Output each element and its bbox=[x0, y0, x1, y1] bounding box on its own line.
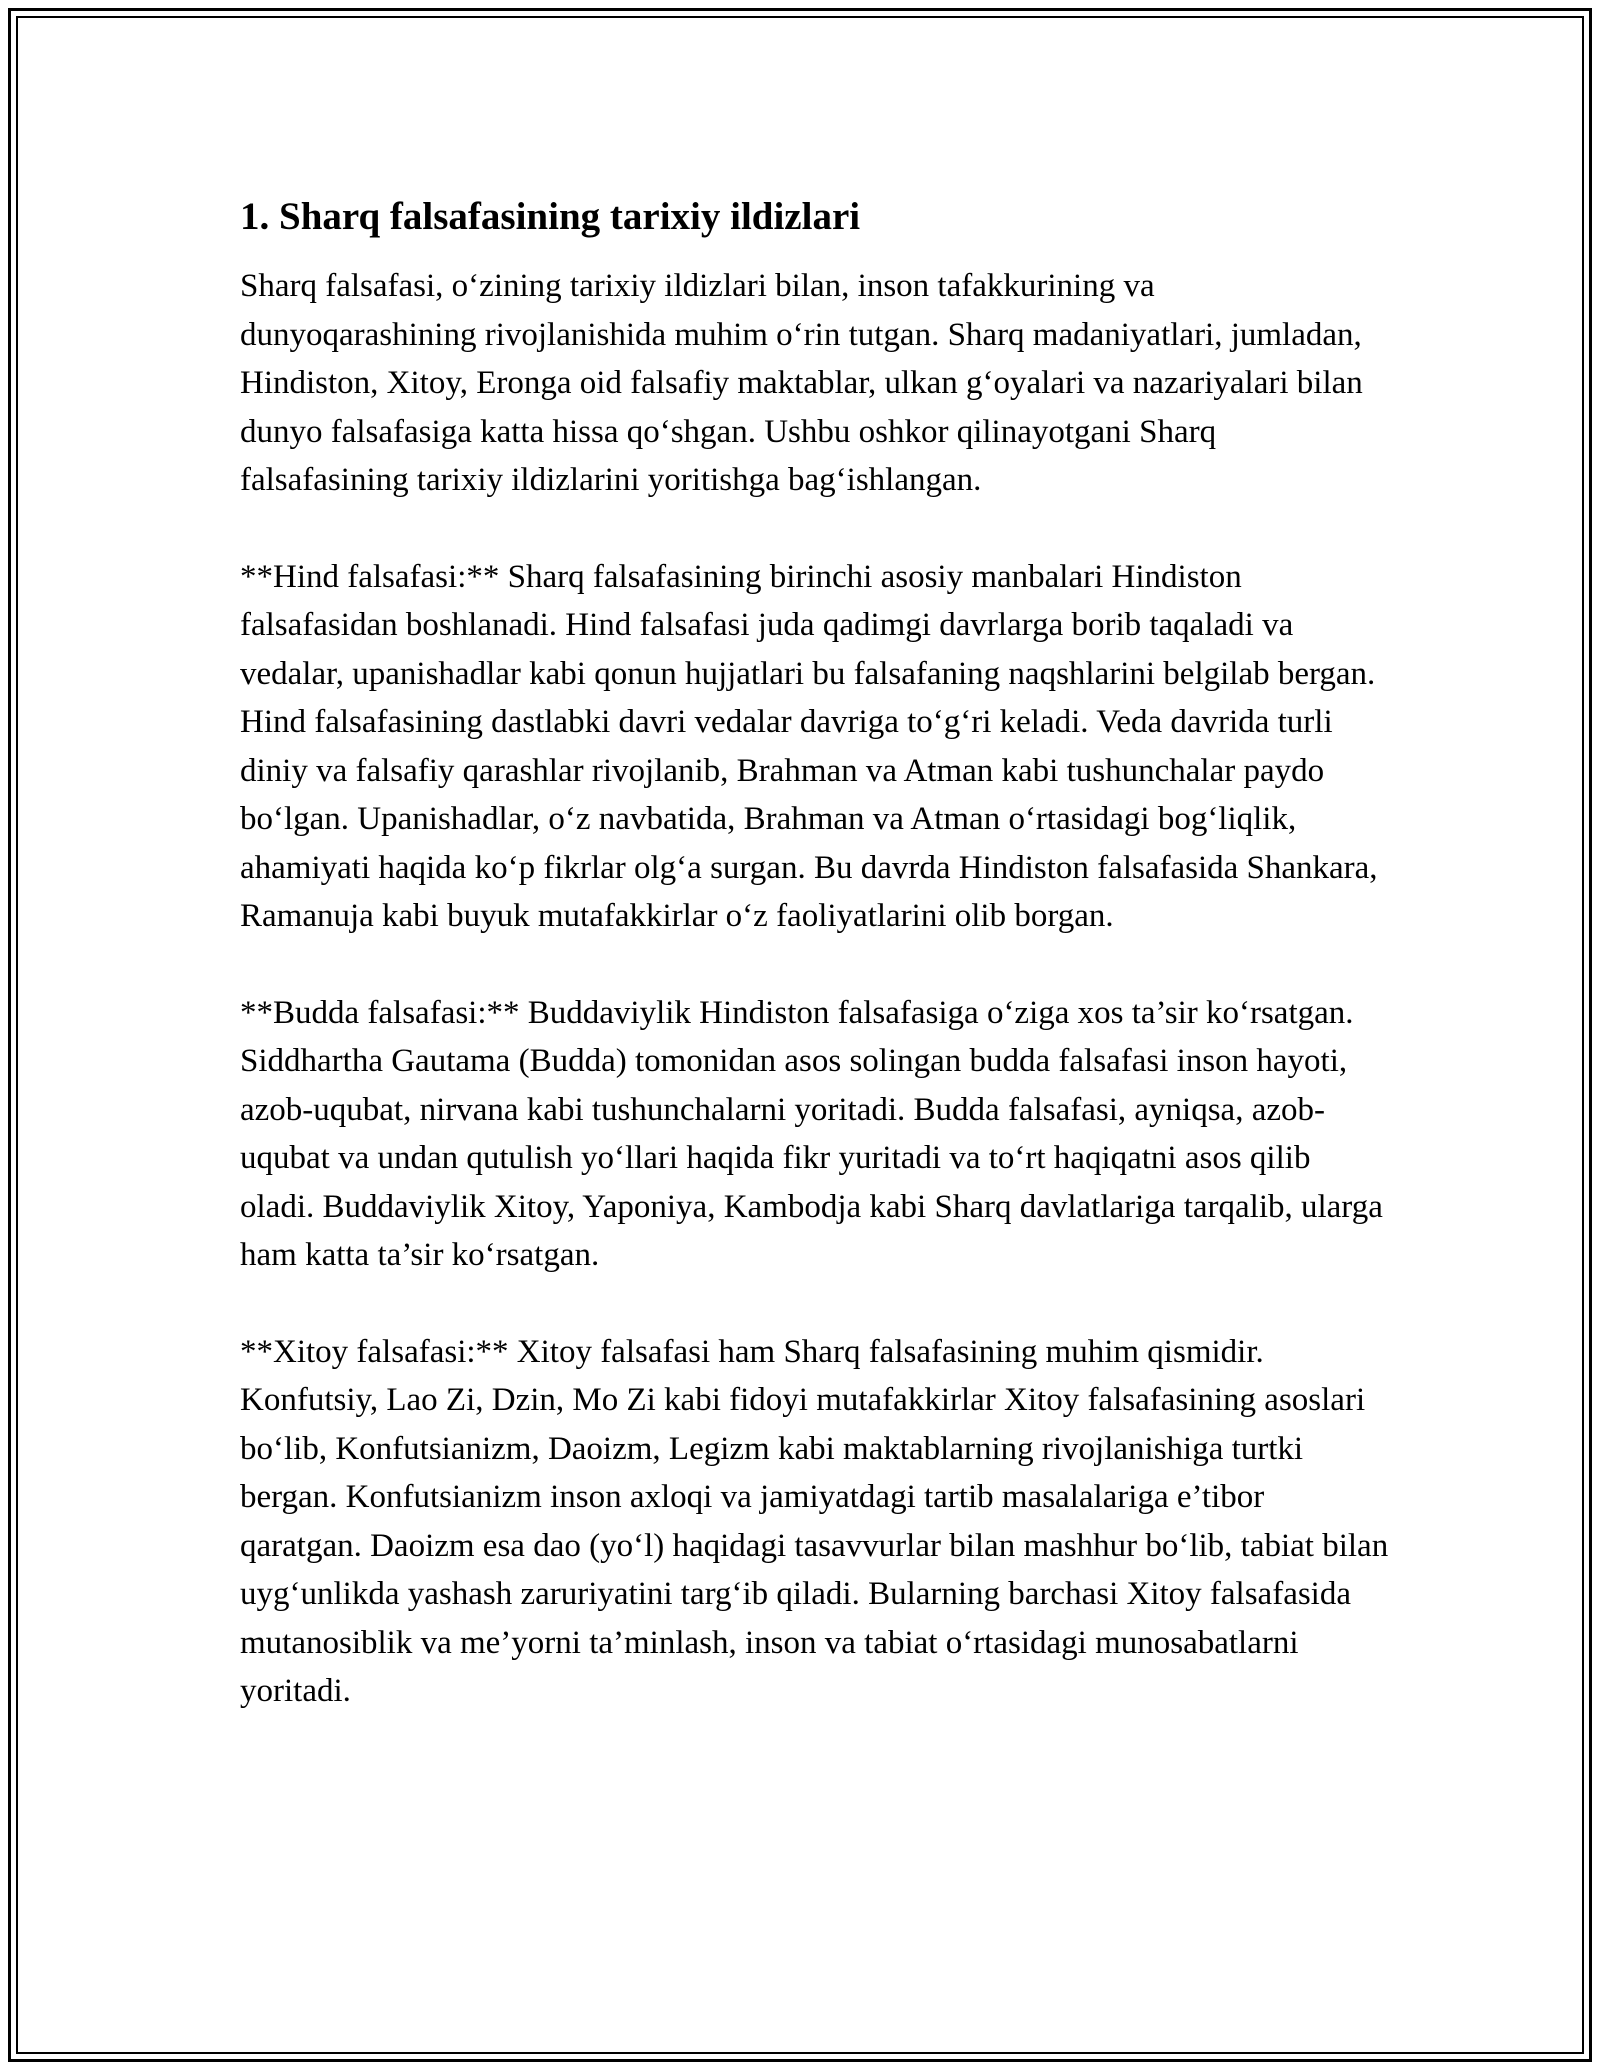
paragraph-hind-falsafasi: **Hind falsafasi:** Sharq falsafasining birinchi asosiy manbalari Hindiston falsafasidan boshlanadi. Hind falsafasi juda qadimgi davrlarga borib taqaladi va vedalar, upanishadlar kabi qonun hujjatlari bu falsafaning naqshlarini belgilab bergan. Hind falsafasining dastlabki davri vedalar davriga to‘g‘ri keladi. Veda davrida turli diniy va falsafiy qarashlar rivojlanib, Brahman va Atman kabi tushunchalar paydo bo‘lgan. Upanishadlar, o‘z navbatida, Brahman va Atman o‘rtasidagi bog‘liqlik, ahamiyati haqida ko‘p fikrlar olg‘a surgan. Bu davrda Hindiston falsafasida Shankara, Ramanuja kabi buyuk mutafakkirlar o‘z faoliyatlarini olib borgan. bbox=[240, 558, 1378, 934]
paragraph-budda-falsafasi: **Budda falsafasi:** Buddaviylik Hindiston falsafasiga o‘ziga xos ta’sir ko‘rsatgan. Siddhartha Gautama (Budda) tomonidan asos solingan budda falsafasi inson hayoti, azob-uqubat, nirvana kabi tushunchalarni yoritadi. Budda falsafasi, ayniqsa, azob-uqubat va undan qutulish yo‘llari haqida fikr yuritadi va to‘rt haqiqatni asos qilib oladi. Buddaviylik Xitoy, Yaponiya, Kambodja kabi Sharq davlatlariga tarqalib, ularga ham katta ta’sir ko‘rsatgan. bbox=[240, 994, 1383, 1273]
page-border bbox=[8, 8, 1592, 2062]
section-heading: 1. Sharq falsafasining tarixiy ildizlari bbox=[240, 195, 861, 238]
paragraph-intro: Sharq falsafasi, o‘zining tarixiy ildizlari bilan, inson tafakkurining va dunyoqarashining rivojlanishida muhim o‘rin tutgan. Sharq madaniyatlari, jumladan, Hindiston, Xitoy, Eronga oid falsafiy maktablar, ulkan g‘oyalari va nazariyalari bilan dunyo falsafasiga katta hissa qo‘shgan. Ushbu oshkor qilinayotgani Sharq falsafasining tarixiy ildizlarini yoritishga bag‘ishlangan. bbox=[240, 268, 1363, 498]
page-border-inner bbox=[16, 16, 1584, 2054]
document-body bbox=[240, 192, 1390, 1764]
paragraph-xitoy-falsafasi: **Xitoy falsafasi:** Xitoy falsafasi ham Sharq falsafasining muhim qismidir. Konfutsiy, Lao Zi, Dzin, Mo Zi kabi fidoyi mutafakkirlar Xitoy falsafasining asoslari bo‘lib, Konfutsianizm, Daoizm, Legizm kabi maktablarning rivojlanishiga turtki bergan. Konfutsianizm inson axloqi va jamiyatdagi tartib masalalariga e’tibor qaratgan. Daoizm esa dao (yo‘l) haqidagi tasavvurlar bilan mashhur bo‘lib, tabiat bilan uyg‘unlikda yashash zaruriyatini targ‘ib qiladi. Bularning barchasi Xitoy falsafasida mutanosiblik va me’yorni ta’minlash, inson va tabiat o‘rtasidagi munosabatlarni yoritadi. bbox=[240, 1333, 1389, 1709]
